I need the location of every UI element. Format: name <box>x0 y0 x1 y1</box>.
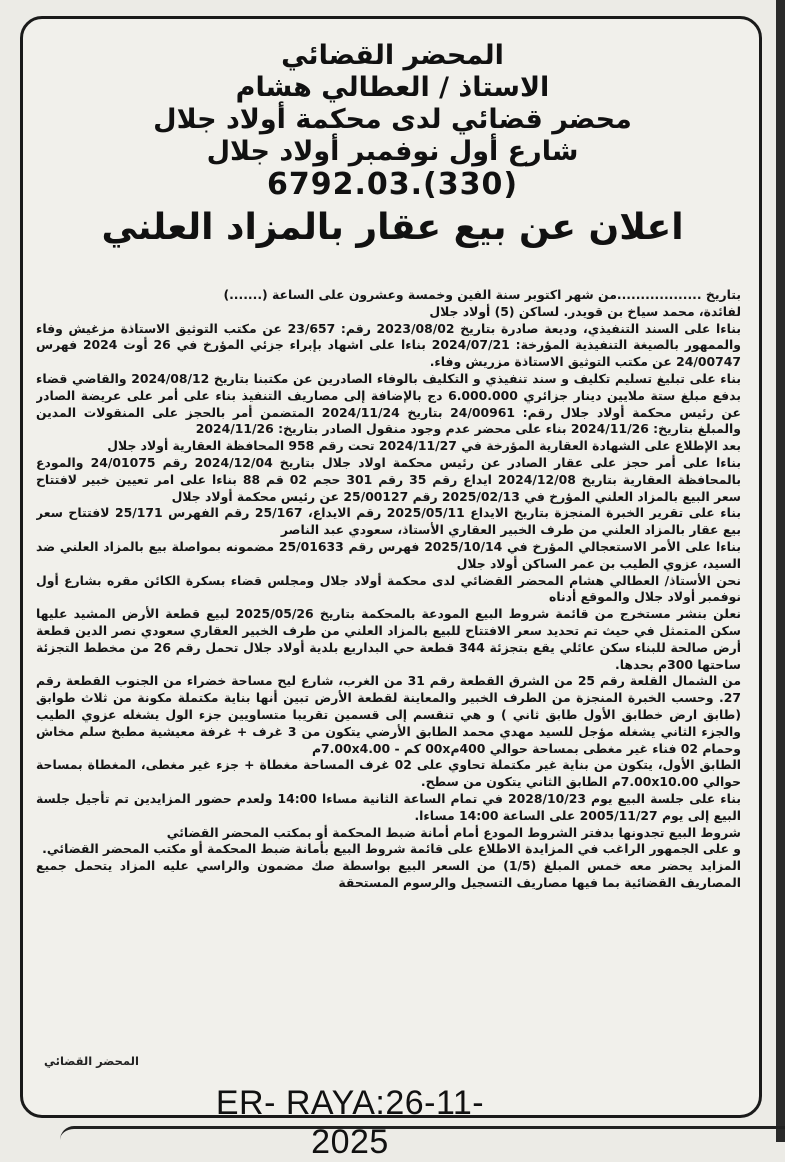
paragraph: بناء على جلسة البيع يوم 2028/10/23 في تمام الساعة الثانية مساءا 14:00 ولعدم حضور المزايدين تم تأجيل جلسة البيع إلى يوم 2005/11/27 على الساعة 14:00 مساءا. <box>36 790 741 823</box>
header-court: محضر قضائي لدى محكمة أولاد جلال <box>153 103 632 135</box>
paragraph: نحن الأستاذ/ العطالي هشام المحضر القضائي لدى محكمة أولاد جلال ومجلس قضاء بسكرة الكائن مقره بشارع أول نوفمبر أولاد جلال والموقع أدناه <box>36 572 741 605</box>
notice-body <box>36 287 741 1072</box>
header-office: المحضر القضائي <box>281 40 504 71</box>
paragraph: بعد الإطلاع على الشهادة العقارية المؤرخة في 2024/11/27 تحت رقم 958 المحافظة العقارية أولاد جلال <box>107 438 741 454</box>
paragraph: بناءا على الأمر الاستعجالي المؤرخ في 2025/10/14 فهرس رقم 25/01633 مضمونه بمواصلة بيع بالمزاد العلني ضد السيد، عزوي الطيب بن عمر الساكن أولاد جلال <box>36 538 741 571</box>
header-bailiff-name: الاستاذ / العطالي هشام <box>235 71 550 103</box>
paragraph: بناءا على أمر حجز على عقار الصادر عن رئيس محكمة اولاد جلال بتاريخ 2024/12/04 رقم 24/01075 والمودع بالمحافظة العقارية بتاريخ 2024/12/08 ايداع رقم 35 رقم 301 حجم 02 قم 88 بناءا على امر تعيين خبير لافتتاح سعر البيع بالمزاد العلني المؤرخ في 2025/02/13 رقم 25/00127 عن رئيس محكمة أولاد جلال <box>36 454 741 504</box>
paragraph: بناءا على السند التنفيذي، وديعة صادرة بتاريخ 2023/08/02 رقم: 23/657 عن مكتب التوثيق الاستاذة مزغيش وفاء والممهور بالصيغة التنفيذية المؤرخة: 2024/07/21 بناءا على اشهاد بإبراء جزئي المؤرخ في 26 أوت 2024 فهرس 24/00747 عن مكتب التوثيق الاستاذة مزريش وفاء. <box>36 320 741 370</box>
notice-title: اعلان عن بيع عقار بالمزاد العلني <box>101 206 684 248</box>
paragraph: المزايد يحضر معه خمس المبلغ (1/5) من السعر البيع بواسطة صك مضمون والراسي عليه المزاد يتحمل جميع المصاريف القضائية بما فيها مصاريف التسجيل والرسوم المستحقة <box>36 858 741 890</box>
paragraph: بتاريخ ..................من شهر اكتوبر سنة الفين وخمسة وعشرون على الساعة (.......) <box>223 287 741 302</box>
header-phone: 6792.03.(330) <box>266 167 519 203</box>
paragraph: بناء على تقرير الخبرة المنجزة بتاريخ الايداع 2025/05/11 رقم الايداع، 25/167 رقم الفهرس 25/171 لافتتاح سعر بيع عقار بالمزاد العلني من طرف الخبير العقاري الأستاذ، سعودي عبد الناصر <box>36 505 741 538</box>
paragraph: نعلن بنشر مستخرج من قائمة شروط البيع المودعة بالمحكمة بتاريخ 2025/05/26 لبيع قطعة الأرض المشيد عليها سكن المتمثل في حيث تم تحديد سعر الافتتاح للبيع بالمزاد العلني من طرف الخبير العقاري سعودي نصر الدين قطعة أرض صالحة للبناء سكن عائلي يقع بتجزئة 344 قطعة حي البداريع بلدية أولاد جلال تحمل رقم 26 من مخطط التجزئة ساحتها 300م بحدها. <box>36 606 741 672</box>
notice-header <box>40 40 745 249</box>
header-address: شارع أول نوفمبر أولاد جلال <box>206 135 579 167</box>
paragraph: لفائدة، محمد سياخ بن قويدر. لساكن (5) أولاد جلال <box>429 303 741 319</box>
paragraph: من الشمال القلعة رقم 25 من الشرق القطعة رقم 31 من الغرب، شارع ليح مساحة خضراء من الجنوب القطعة رقم 27. وحسب الخبرة المنجزة من الطرف الخبير والمعاينة لقطعة الأرض تبين أنها بناية مكتملة مكونة من ثلاث طوابق (طابق ارض خطابق الأول طابق ثاني ) و هي تنقسم إلى قسمين تقريبا متساويين جزء الول يشغله عزوي الطيب والجزء الثاني يشغله مؤجل للسيد مهدي محمد الطابق الأرضي يتكون من 3 غرف + غرفة معيشية مطبخ سلم مخاش وحمام 02 فناء غير مغطى بمساحة حوالي 400م00x كم - 7.00x4.00م <box>36 673 741 756</box>
paragraph: بناء على تبليغ تسليم تكليف و سند تنفيذي و التكليف بالوفاء الصادرين عن مكتبنا بتاريخ 2024/08/12 والقاضي قضاء بدفع مبلغ ستة ملايين دينار جزائري 6.000.000 دج بالإضافة إلى مصاريف التنفيذ بناء على أمر على عريضة الصادر عن رئيس محكمة أولاد جلال رقم: 24/00961 بتاريخ 2024/11/24 المتضمن أمر بالحجز على المنقولات المدين والمبلغ بتاريخ: 2024/11/26 بناء على محضر عدم وجود منقول الصادر بتاريخ: 2024/11/26 <box>36 370 741 437</box>
paragraph: شروط البيع تجدونها بدفتر الشروط المودع أمام أمانة ضبط المحكمة أو بمكتب المحضر القضائي <box>166 824 741 840</box>
adjacent-column-edge <box>776 0 785 1142</box>
paragraph: و على الجمهور الراغب في المزايدة الاطلاع على قائمة شروط البيع بأمانة ضبط المحكمة أو مكتب المحضر القضائي. <box>42 841 741 857</box>
paragraph: الطابق الأول، يتكون من بناية غير مكتملة تحاوي على 02 غرف المساحة مغطاة + جزء غير مغطى، المغطاة بمساحة حوالي 7.00x10.00م الطابق الثاني يتكون من سطح. <box>36 757 741 790</box>
signature: المحضر القضائي <box>44 1054 139 1068</box>
newspaper-source: ER- RAYA:26-11-2025 <box>215 1084 485 1161</box>
